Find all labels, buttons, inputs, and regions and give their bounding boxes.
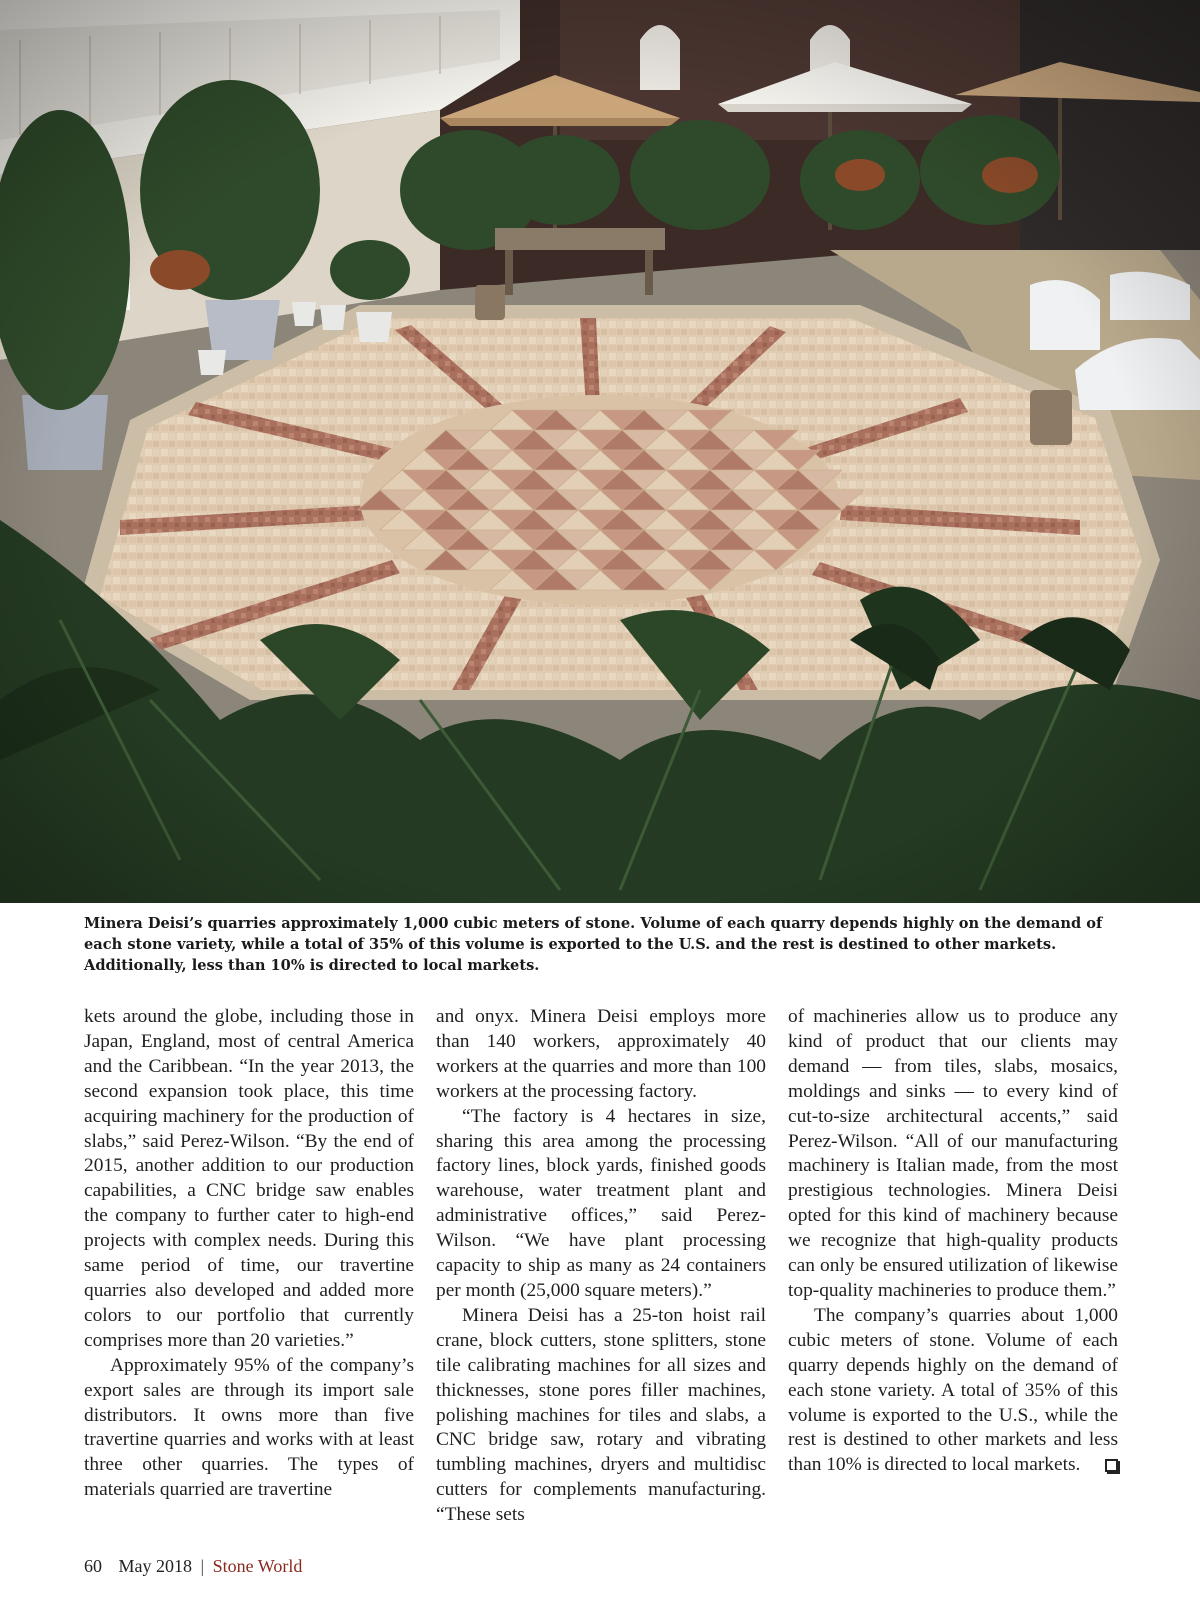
- issue-date: May 2018: [118, 1556, 192, 1576]
- paragraph: Minera Deisi has a 25-ton hoist rail crane, block cutters, stone splitters, stone tile calibrating machines for all sizes and thicknesses, stone pores filler machines, polishing machines for tiles and slabs, a CNC bridge saw, rotary and vibrating tumbling machines, dryers and multidisc cutters for complements manufacturing. “These sets: [436, 1304, 766, 1526]
- article-column-2: [436, 1005, 766, 1528]
- page-footer: [84, 1556, 302, 1577]
- footer-separator: |: [200, 1556, 205, 1576]
- paragraph-text: The company’s quarries about 1,000 cubic meters of stone. Volume of each quarry depends highly on the demand of each stone variety. A total of 35% of this volume is exported to the U.S., while the rest is destined to other markets and less than 10% is directed to local markets.: [788, 1304, 1118, 1476]
- article-column-1: [84, 1005, 414, 1503]
- paragraph: of machineries allow us to produce any kind of product that our clients may demand — from tiles, slabs, mosaics, moldings and sinks — to every kind of cut-to-size architectural accents,” said Perez-Wilson. “All of our manufacturing machinery is Italian made, from the most prestigious technologies. Minera Deisi opted for this kind of machinery because we recognize that high-quality products can only be ensured utilization of likewise top-quality machineries to produce them.”: [788, 1006, 1118, 1301]
- paragraph: “The factory is 4 hectares in size, sharing this area among the processing factory lines, block yards, finished goods warehouse, water treatment plant and administrative offices,” said Perez-Wilson. “We have plant processing capacity to ship as many as 24 containers per month (25,000 square meters).”: [436, 1105, 766, 1301]
- paragraph: kets around the globe, including those in Japan, England, most of central America and the Caribbean. “In the year 2013, the second expansion took place, this time acquiring machinery for the production of slabs,” said Perez-Wilson. “By the end of 2015, another addition to our production capabilities, a CNC bridge saw enables the company to further cater to high-end projects with complex needs. During this same period of time, our travertine quarries also developed and added more colors to our portfolio that currently comprises more than 20 varieties.”: [84, 1006, 414, 1351]
- paragraph: [788, 1304, 1118, 1478]
- magazine-name: Stone World: [212, 1556, 303, 1576]
- paragraph: Approximately 95% of the company’s export sales are through its import sale distributors. It owns more than five travertine quarries and works with at least three other quarries. The types of materials quarried are travertine: [84, 1354, 414, 1501]
- article-column-3: [788, 1005, 1118, 1478]
- photo-caption: Minera Deisi’s quarries approximately 1,000 cubic meters of stone. Volume of each quarry depends highly on the demand of each stone variety, while a total of 35% of this volume is exported to the U.S. and the rest is destined to other markets. Additionally, less than 10% is directed to local markets.: [84, 915, 1103, 974]
- end-of-article-icon: [1105, 1459, 1118, 1472]
- page-number: 60: [84, 1556, 102, 1576]
- paragraph: and onyx. Minera Deisi employs more than 140 workers, approximately 40 workers at the quarries and more than 100 workers at the processing factory.: [436, 1006, 766, 1102]
